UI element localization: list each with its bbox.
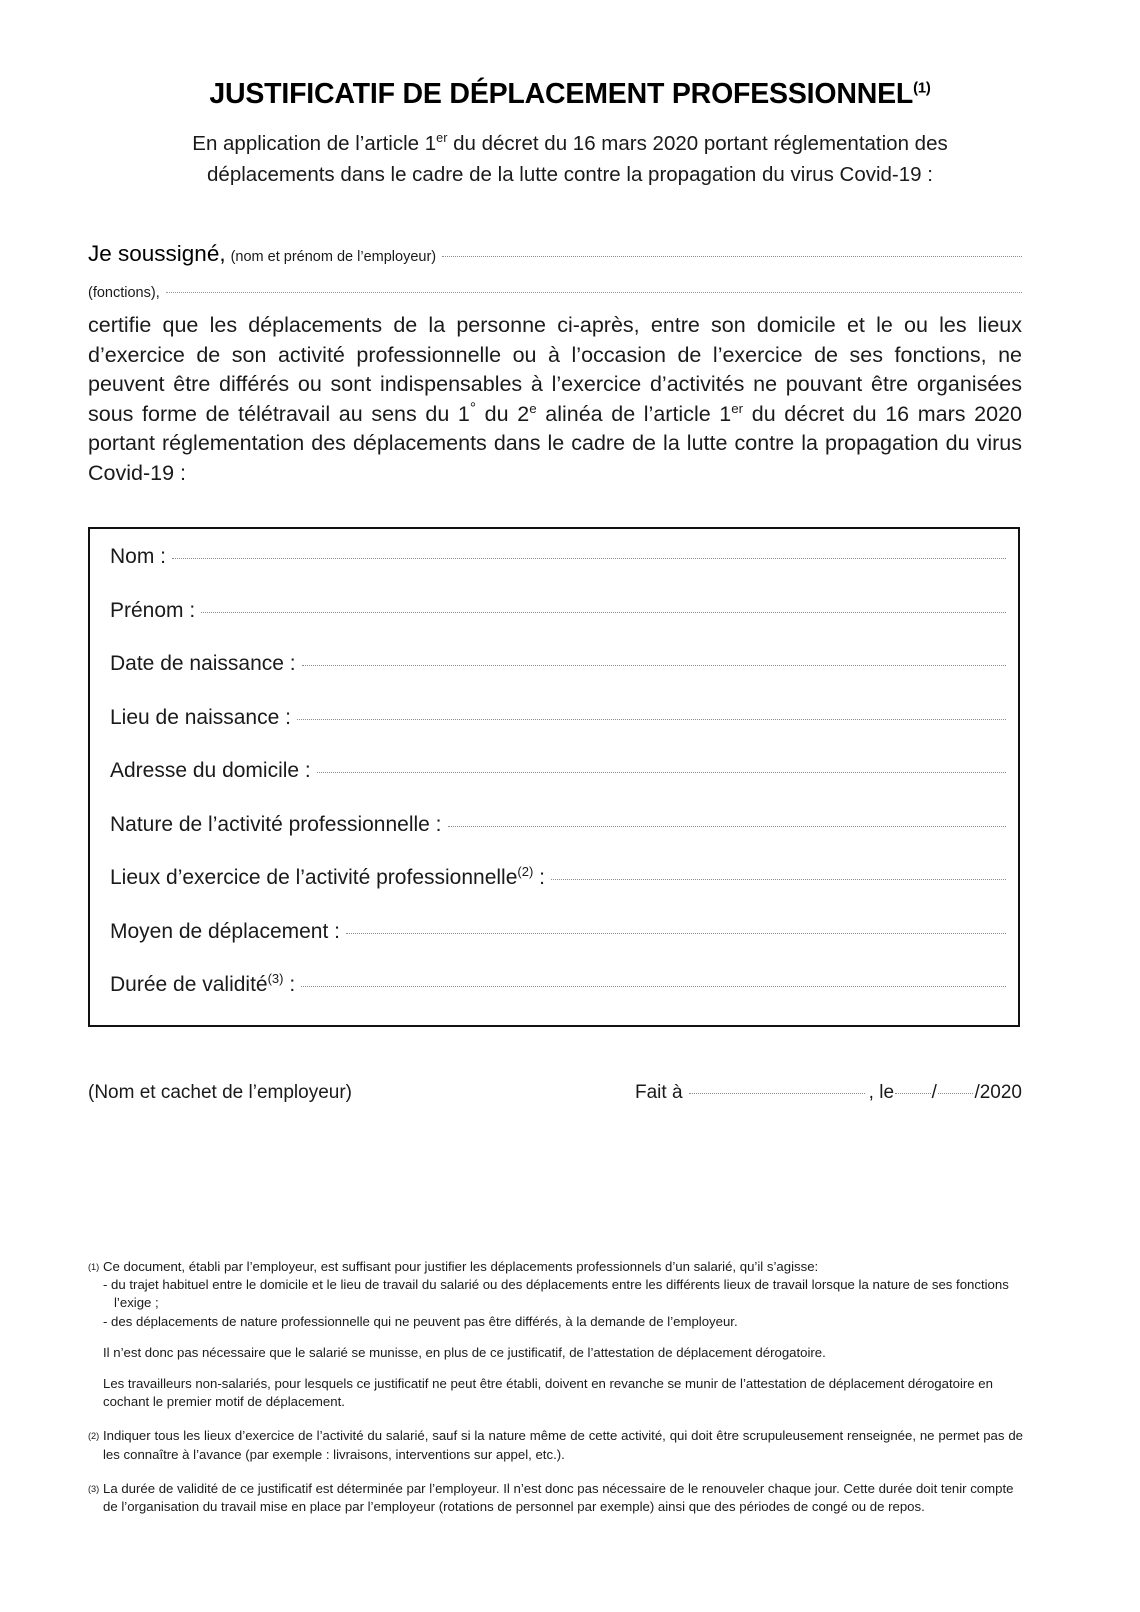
certification-text-a: certifie que les déplacements de la personne ci-après, entre son domicile et le ou les lieux d’exercice de son activité professionnelle ou à l’occasion de l’exercice de ses fonctions, ne peuvent être différés ou sont indispensables à l’exercice d’activités ne pouvant être organisées sous forme de télétravail au sens du 1 (88, 313, 1022, 426)
le-label: , le (868, 1082, 895, 1103)
certification-text-c: alinéa de l’article 1 (536, 401, 732, 426)
footnote-2-text: Indiquer tous les lieux d’exercice de l’activité du salarié, sauf si la nature même de cette activité, qui doit être scrupuleusement renseignée, ne permet pas de les connaître à l’avance (par exemple : livraisons, interventions sur appel, etc.). (103, 1428, 1023, 1462)
field-row-lieux-exercice (110, 866, 1006, 920)
page-title (0, 78, 1140, 111)
field-input-lieu-de-naissance[interactable] (297, 719, 1006, 720)
field-label-nom: Nom : (110, 545, 167, 568)
field-input-date-de-naissance[interactable] (302, 665, 1006, 666)
field-footnote-marker-2: (2) (517, 864, 534, 879)
footnote-1 (88, 1258, 1023, 1411)
functions-input-line[interactable] (166, 292, 1022, 293)
signature-place-date-row (635, 1082, 1022, 1104)
field-label-nature-activite: Nature de l’activité professionnelle : (110, 812, 442, 836)
footnote-3-text: La durée de validité de ce justificatif est déterminée par l’employeur. Il n’est donc pas nécessaire de le renouveler chaque jour. Cette durée doit tenir compte de l’organisation du travail mise en place par l’employeur (rotations de personnel par exemple) ainsi que des périodes de congé ou de repos. (103, 1480, 1014, 1515)
undersigned-input-line[interactable] (442, 256, 1022, 257)
field-row-moyen-de-deplacement (110, 920, 1006, 974)
footnote-2-body (103, 1427, 1023, 1463)
field-input-adresse-du-domicile[interactable] (317, 772, 1006, 773)
field-row-duree-de-validite (110, 973, 1006, 1027)
field-label-duree-de-validite-suffix: : (283, 973, 296, 996)
signature-place-input[interactable] (689, 1093, 865, 1094)
person-details-field-list (110, 545, 1006, 1027)
field-input-nature-activite[interactable] (448, 826, 1006, 827)
footnote-3-marker: (3) (88, 1483, 100, 1494)
intro-line1-part-a: En application de l’article 1 (192, 132, 437, 155)
footnotes-section (88, 1258, 1023, 1529)
intro-paragraph (110, 128, 1030, 190)
field-label-moyen-de-deplacement: Moyen de déplacement : (110, 919, 340, 943)
undersigned-hint: (nom et prénom de l’employeur) (230, 249, 437, 265)
date-slash-1: / (931, 1082, 937, 1103)
footnote-1-bullet-2: - des déplacements de nature professionnelle qui ne peuvent pas être différés, à la demande de l’employeur. (103, 1313, 738, 1329)
intro-ordinal-er: er (436, 130, 448, 146)
footnote-3-body (103, 1480, 1023, 1516)
field-label-lieux-exercice-suffix: : (533, 866, 545, 889)
field-label-date-de-naissance: Date de naissance : (110, 652, 296, 675)
page-title-text: JUSTIFICATIF DE DÉPLACEMENT PROFESSIONNEL (209, 78, 914, 110)
certification-degree-mark: ° (469, 399, 477, 417)
signature-year: /2020 (974, 1082, 1022, 1103)
field-input-prenom[interactable] (201, 612, 1006, 613)
field-row-nature-activite (110, 813, 1006, 867)
field-input-duree-de-validite[interactable] (301, 986, 1006, 987)
intro-line1-part-b: du décret du 16 mars 2020 portant réglementation des (447, 132, 948, 155)
footnote-2-marker: (2) (88, 1431, 100, 1442)
footnote-1-bullets (103, 1276, 1023, 1331)
field-label-lieux-exercice-text: Lieux d’exercice de l’activité professionnelle (110, 866, 518, 889)
footnote-1-intro: Ce document, établi par l’employeur, est suffisant pour justifier les déplacements professionnels d’un salarié, qu’il s’agisse: (103, 1259, 819, 1274)
field-label-duree-de-validite (110, 973, 295, 997)
certification-ordinal-er: er (731, 400, 744, 416)
field-row-adresse-du-domicile (110, 759, 1006, 813)
certification-text-b: du 2 (476, 401, 530, 426)
footnote-1-marker: (1) (88, 1262, 100, 1272)
field-input-lieux-exercice[interactable] (551, 879, 1006, 880)
intro-line2: déplacements dans le cadre de la lutte contre la propagation du virus Covid-19 : (207, 163, 933, 186)
footnote-2 (88, 1427, 1023, 1463)
undersigned-row (88, 241, 1022, 267)
field-input-moyen-de-deplacement[interactable] (346, 933, 1006, 934)
field-label-duree-de-validite-text: Durée de validité (110, 973, 268, 996)
certification-paragraph (88, 311, 1022, 489)
fait-a-label: Fait à (635, 1082, 683, 1103)
footnote-1-body (103, 1258, 1023, 1411)
field-label-prenom: Prénom : (110, 598, 196, 622)
field-label-lieux-exercice (110, 866, 545, 890)
field-row-lieu-de-naissance (110, 706, 1006, 760)
field-input-nom[interactable] (172, 558, 1006, 559)
certification-text-d: du décret du 16 mars 2020 portant réglementation des déplacements dans le cadre de la lutte contre la propagation du virus Covid-19 : (88, 401, 1022, 485)
footnote-3 (88, 1480, 1023, 1516)
field-row-date-de-naissance (110, 652, 1006, 706)
field-label-lieu-de-naissance: Lieu de naissance : (110, 705, 291, 729)
field-row-nom (110, 545, 1006, 599)
footnote-1-paragraph-1: Il n’est donc pas nécessaire que le salarié se munisse, en plus de ce justificatif, de l’attestation de déplacement dérogatoire. (103, 1344, 826, 1360)
employer-stamp-label: (Nom et cachet de l’employeur) (88, 1082, 352, 1103)
undersigned-label: Je soussigné, (88, 241, 226, 266)
field-footnote-marker-3: (3) (267, 971, 284, 986)
field-row-prenom (110, 599, 1006, 653)
signature-day-input[interactable] (895, 1093, 931, 1094)
title-footnote-marker: (1) (913, 80, 931, 97)
functions-row (88, 285, 1022, 301)
footnote-1-bullet-1: - du trajet habituel entre le domicile et le lieu de travail du salarié ou des déplacements entre les différents lieux de travail lorsque la nature de ses fonctions l’exige ; (103, 1277, 1009, 1311)
footnote-1-paragraph-2: Les travailleurs non-salariés, pour lesquels ce justificatif ne peut être établi, doivent en revanche se munir de l’attestation de déplacement dérogatoire en cochant le premier motif de déplacement. (103, 1376, 993, 1410)
field-label-adresse-du-domicile: Adresse du domicile : (110, 759, 311, 782)
functions-label: (fonctions), (88, 285, 160, 301)
certification-ordinal-e: e (529, 400, 537, 416)
signature-month-input[interactable] (938, 1093, 974, 1094)
